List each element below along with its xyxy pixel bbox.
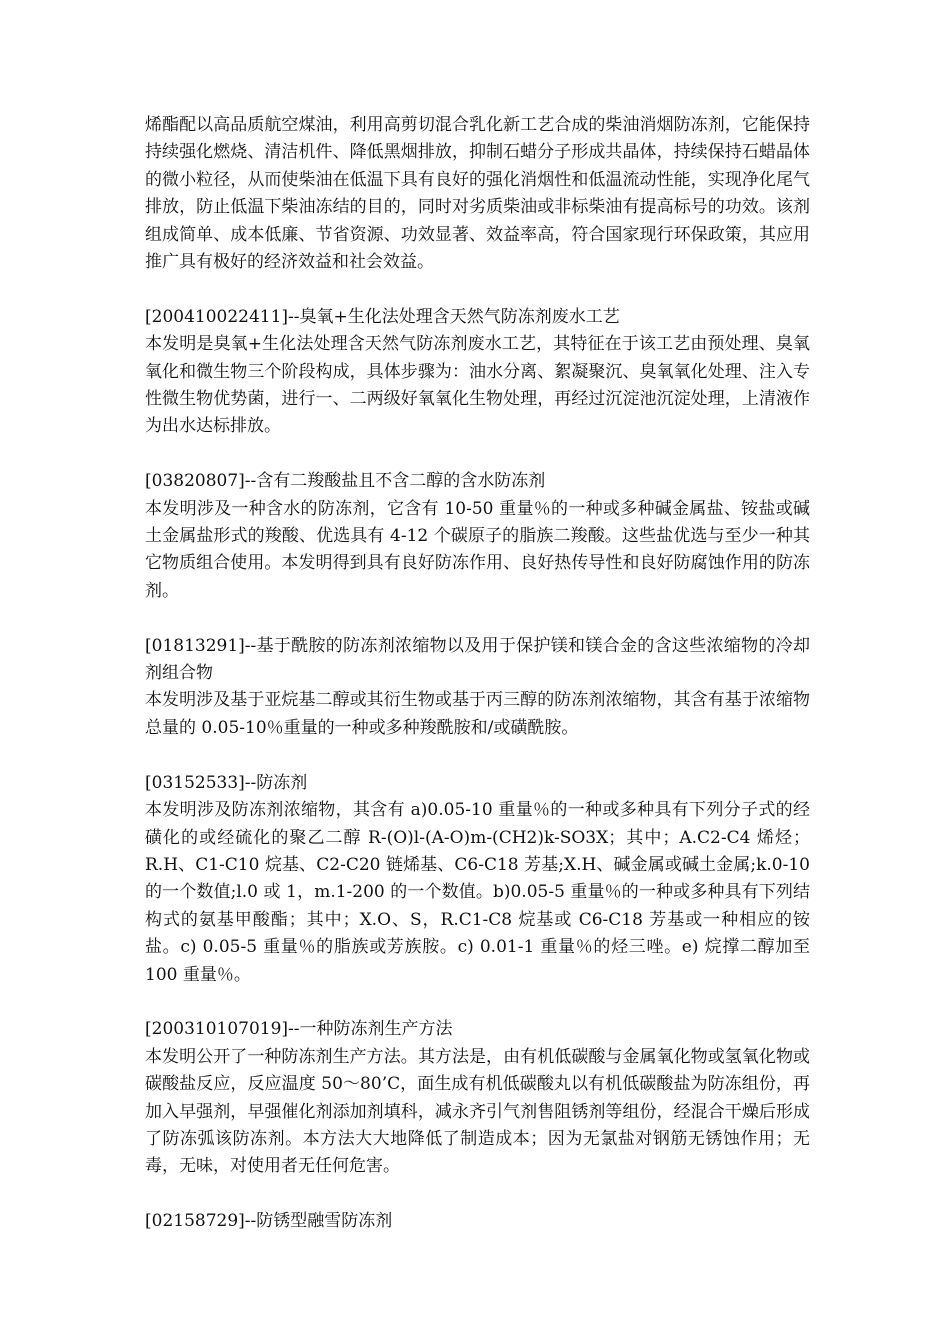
patent-entry-heading: [02158729]--防锈型融雪防冻剂 [145, 1211, 393, 1232]
patent-entry-heading: [03152533]--防冻剂 [145, 772, 308, 793]
patent-entry-body: 本发明涉及防冻剂浓缩物，其含有 a)0.05-10 重量％的一种或多种具有下列分子式的经磺化的或经硫化的聚乙二醇 R-(O)l-(A-O)m-(CH2)k-SO3X；其中；A.C2-C4 烯烃；R.H、C1-C10 烷基、C2-C20 链烯基、C6-C18 芳基;X.H、碱金属或碱土金属;k.0-10 的一个数值;l.0 或 1，m.1-200 的一个数值。b)0.05-5 重量％的一种或多种具有下列结构式的氨基甲酸酯；其中；X.O、S，R.C1-C8 烷基或 C6-C18 芳基或一种相应的铵盐。c) 0.05-5 重量％的脂族或芳族胺。c) 0.01-1 重量％的烃三唑。e) 烷撑二醇加至 100 重量％。 [145, 800, 810, 985]
intro-paragraph: 烯酯配以高品质航空煤油，利用高剪切混合乳化新工艺合成的柴油消烟防冻剂，它能保持持续强化燃烧、清洁机件、降低黑烟排放，抑制石蜡分子形成共晶体，持续保持石蜡晶体的微小粒径，从而使柴油在低温下具有良好的强化消烟性和低温流动性能，实现净化尾气排放，防止低温下柴油冻结的目的，同时对劣质柴油或非标柴油有提高标号的功效。该剂组成简单、成本低廉、节省资源、功效显著、效益率高，符合国家现行环保政策，其应用推广具有极好的经济效益和社会效益。 [145, 115, 810, 273]
patent-entry [145, 1208, 810, 1235]
patent-entry-heading: [200310107019]--一种防冻剂生产方法 [145, 1019, 453, 1040]
patent-entry [145, 770, 810, 989]
patent-entry-heading: [200410022411]--臭氧+生化法处理含天然气防冻剂废水工艺 [145, 306, 620, 327]
patent-entry-body: 本发明是臭氧+生化法处理含天然气防冻剂废水工艺，其特征在于该工艺由预处理、臭氧氧化和微生物三个阶段构成，具体步骤为：油水分离、絮凝聚沉、臭氧氧化处理、注入专性微生物优势菌，进行一、二两级好氧氧化生物处理，再经过沉淀池沉淀处理，上清液作为出水达标排放。 [145, 334, 810, 437]
patent-entry-heading: [01813291]--基于酰胺的防冻剂浓缩物以及用于保护镁和镁合金的含这些浓缩物的冷却剂组合物 [145, 635, 810, 684]
patent-entry-body: 本发明涉及基于亚烷基二醇或其衍生物或基于丙三醇的防冻剂浓缩物，其含有基于浓缩物总量的 0.05-10％重量的一种或多种羧酰胺和/或磺酰胺。 [145, 690, 810, 738]
patent-entry [145, 633, 810, 743]
patent-entry-heading: [03820807]--含有二羧酸盐且不含二醇的含水防冻剂 [145, 471, 546, 492]
patent-entry [145, 1016, 810, 1180]
patent-entry-body: 本发明公开了一种防冻剂生产方法。其方法是，由有机低碳酸与金属氧化物或氢氧化物或碳酸盐反应，反应温度 50～80’C，面生成有机低碳酸丸以有机低碳酸盐为防冻组份，再加入早强剂，早强催化剂添加剂填科，减永齐引气剂售阻锈剂等组份，经混合干燥后形成了防冻弧该防冻剂。本方法大大地降低了制造成本；因为无氯盐对钢筋无锈蚀作用；无毒，无味，对使用者无任何危害。 [145, 1046, 810, 1177]
patent-entry-body: 本发明涉及一种含水的防冻剂，它含有 10-50 重量％的一种或多种碱金属盐、铵盐或碱土金属盐形式的羧酸、优选具有 4-12 个碳原子的脂族二羧酸。这些盐优选与至少一种其它物质组合使用。本发明得到具有良好防冻作用、良好热传导性和良好防腐蚀作用的防冻剂。 [145, 498, 810, 601]
intro-paragraph-block [145, 112, 810, 276]
patent-entry [145, 468, 810, 605]
patent-entry [145, 304, 810, 441]
